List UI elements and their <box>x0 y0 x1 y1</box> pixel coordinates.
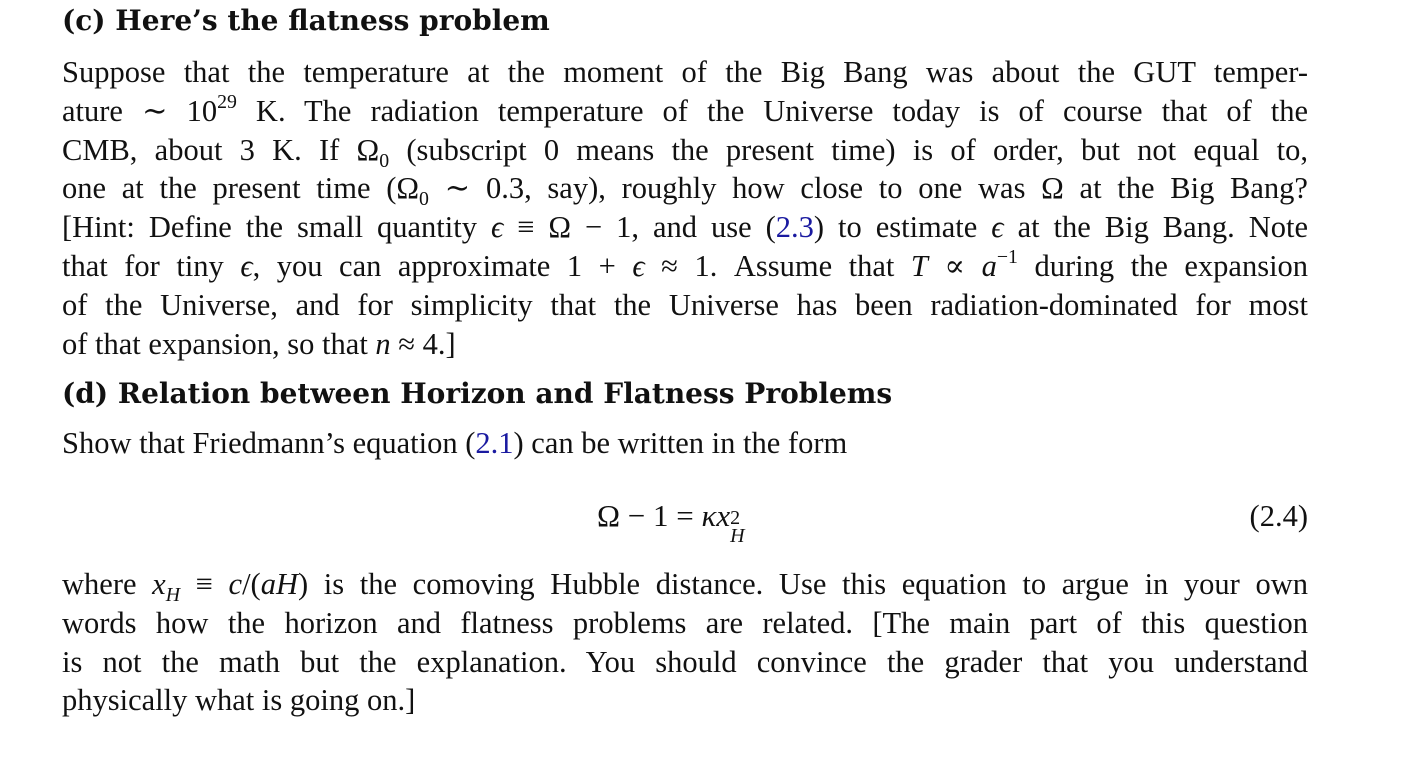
equation-ref-link[interactable]: 2.1 <box>475 426 514 460</box>
text-line: CMB, about 3 K. If $\Omega_0$ (subscript 0 means the present time) is of order, but not equal to, <box>62 132 1308 172</box>
text-line: is not the math but the explanation. You should convince the grader that you understand <box>62 644 1308 679</box>
text-line: physically what is going on.] <box>62 683 416 718</box>
text-line: [Hint: Define the small quantity ϵ ≡ Ω − 1, and use (2.3) to estimate ϵ at the Big Bang. Note <box>62 210 1309 245</box>
section-c-heading: (c) Here’s the flatness problem <box>62 4 550 37</box>
equation-2-4 <box>62 494 1308 547</box>
text-line: of that expansion, so that n ≈ 4.] <box>62 326 456 361</box>
text-line: Suppose that the temperature at the moment of the Big Bang was about the GUT temper- <box>62 55 1308 89</box>
text-line: of the Universe, and for simplicity that the Universe has been radiation-dominated for most <box>62 287 1308 322</box>
equation-ref-link[interactable]: 2.3 <box>775 210 814 245</box>
section-d-intro <box>62 424 1308 463</box>
text-line: where $x_H \equiv c/(aH)$ is the comoving Hubble distance. Use this equation to argue in your own <box>62 567 1309 607</box>
text-line: one at the present time ($\Omega_0$ ∼ 0.3, say), roughly how close to one was Ω at the Big Bang? <box>62 171 1308 211</box>
section-c-paragraph <box>62 53 1308 363</box>
section-d-paragraph <box>62 565 1308 720</box>
text-line: ature ∼ $10^{29}$ K. The radiation temperature of the Universe today is of course that of the <box>62 90 1309 128</box>
section-d-heading: (d) Relation between Horizon and Flatness Problems <box>62 377 893 410</box>
equation-number: (2.4) <box>1249 499 1308 533</box>
text-line: that for tiny ϵ, you can approximate 1 + ϵ ≈ 1. Assume that $T \propto a^{-1}$ during the expansion <box>62 245 1309 283</box>
text-line: words how the horizon and flatness problems are related. [The main part of this question <box>62 605 1308 640</box>
equation-body: Ω − 1 = κx 2 H <box>597 498 745 547</box>
text-line: Show that Friedmann’s equation (2.1) can be written in the form <box>62 426 848 460</box>
